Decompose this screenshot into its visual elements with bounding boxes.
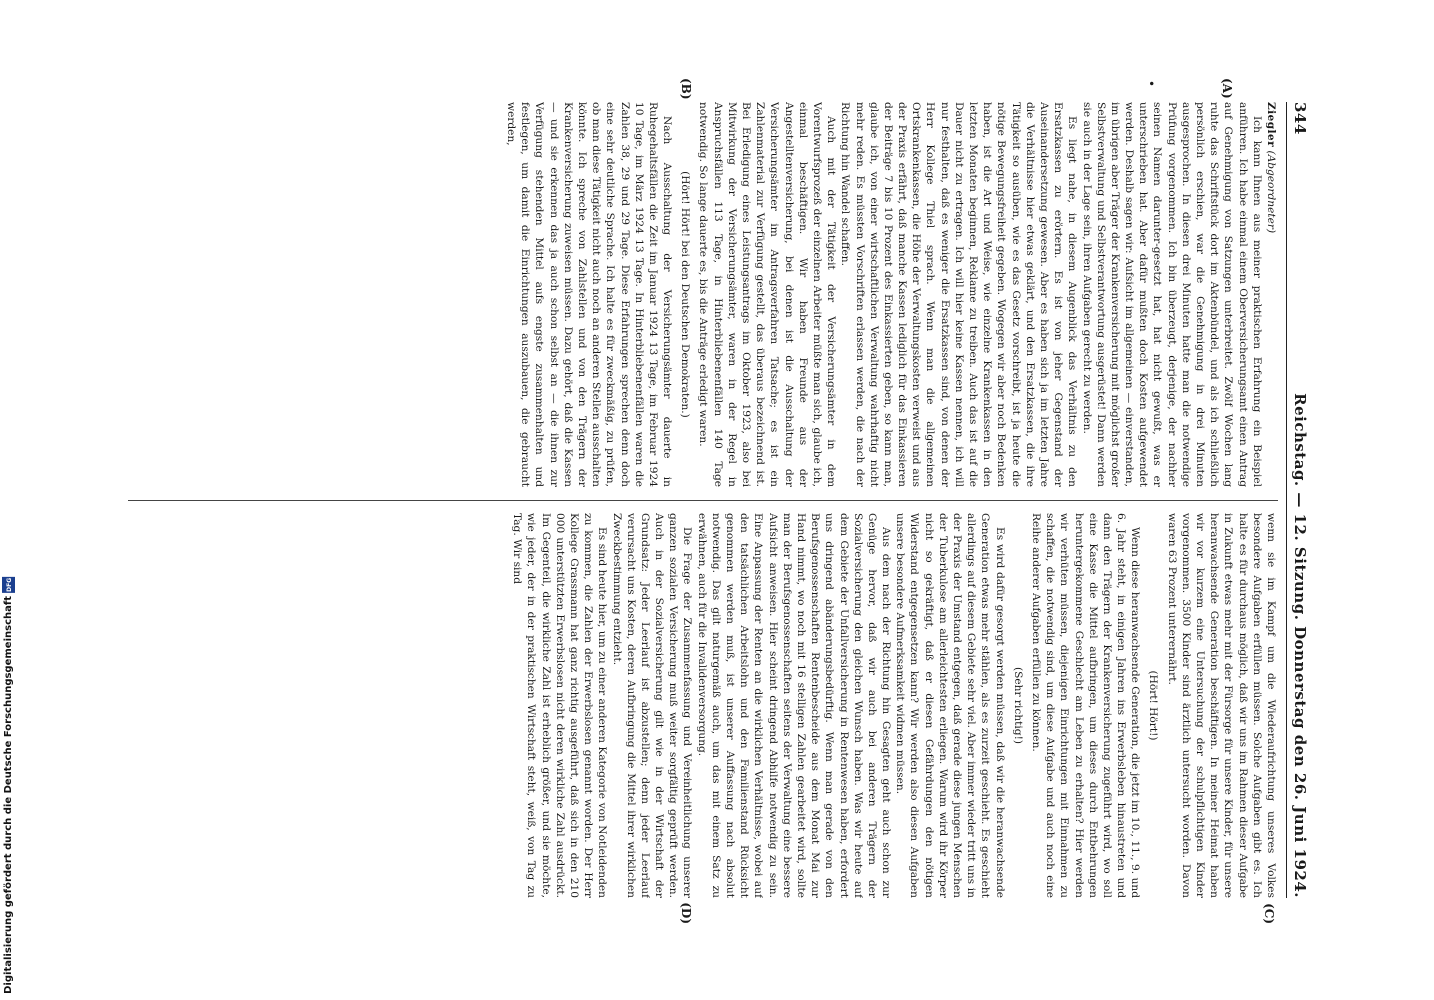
margin-marker-c: (C): [1262, 903, 1276, 924]
left-paragraph-1: Ich kann Ihnen aus meiner praktischen Erfahrung ein Beispiel anführen. Ich habe einmal einem Oberversicherungsamt einen Antrag auf Genehmigung von Satzungen unterbreitet. Zwölf Wochen lang ruhte das Schriftstück dort im Aktenbündel, und als ich schließlich persönlich erschien, war die Genehmigung in drei Minuten ausgesprochen. In diesen drei Minuten hatte man die notwendige Prüfung vorgenommen. Ich bin überzeugt, derjenige, der nachher seinen Namen darunter-gesetzt hat, hat nicht gewußt, was er unterschrieben hat. Aber dafür mußten doch Kosten aufgewendet werden. Deshalb sagen wir: Aufsicht im allgemeinen — einverstanden, im übrigen aber Träger der Krankenversicherung mit möglichst großer Selbstverwaltung und Selbstverantwortung ausgerüstet! Dann werden sie auch in der Lage sein, ihren Aufgaben gerecht zu werden.: [1080, 102, 1263, 487]
margin-dot: •: [1144, 80, 1158, 88]
text-columns: [128, 78, 1278, 924]
speaker-name: Ziegler: [1265, 102, 1277, 148]
margin-marker-b: (B): [679, 78, 693, 100]
left-interjection: (Hört! Hört! bei den Deutschen Demokraten.): [679, 171, 692, 418]
right-column: [128, 513, 1278, 898]
rotated-page: [107, 60, 1327, 940]
page-header: [1286, 102, 1309, 898]
digitization-credit: [2, 577, 15, 994]
left-paragraph-2: Es liegt nahe, in diesem Augenblick das Verhältnis zu den Ersatzkassen zu erörtern. Es ist von jeher Gegenstand der Auseinandersetzung gewesen. Aber es haben sich ja im letzten Jahre die Verhältnisse hier etwas geklärt, und den Ersatzkassen, die ihre Tätigkeit so ausüben, wie es das Gesetz vorschreibt, ist ja heute die nötige Bewegungsfreiheit gegeben. Wogegen wir aber noch Bedenken haben, ist die Art und Weise, wie einzelne Krankenkassen in den letzten Monaten beginnen, Reklame zu treiben. Auch das ist auf die Dauer nicht zu ertragen. Ich will hier keine Kassen nennen, ich will nur festhalten, daß es weniger die Ersatzkassen sind, von denen der Herr Kollege Thiel sprach. Wenn man die allgemeinen Ortskrankenkassen, die Höhe der Verwaltungskosten verweist und aus der Praxis erfährt, daß manche Kassen lediglich für das Einkassieren der Beiträge 7 bis 10 Prozent des Einkassierten geben, so kann man, glaube ich, von einer wirtschaftlichen Verwaltung wahrhaftig nicht mehr reden. Es müssten Vorschriften erlassen werden, die nach der Richtung hin Wandel schaffen.: [839, 102, 1079, 487]
page-number: 344: [1291, 102, 1309, 135]
right-paragraph-5: Die Frage der Zusammenfassung und Vereinheitlichung unserer ganzen sozialen Versicherung muß weiter sorgfältig geprüft werden. Auch in der Sozialversicherung gilt wie in der Wirtschaft der Grundsatz: Jeder Leerlauf ist abzustellen; denn jeder Leerlauf verursacht uns Kosten, deren Aufbringung die Mittel ihrer wirklichen Zweckbestimmung entzieht.: [610, 513, 694, 898]
margin-marker-a: (A): [1220, 78, 1234, 99]
running-title: Reichstag. — 12. Sitzung. Donnerstag den 26. Juni 1924.: [1291, 393, 1309, 898]
speaker-line: [1264, 102, 1278, 487]
right-paragraph-3: Es wird dafür gesorgt werden müssen, daß wir die heranwachsende Generation etwas mehr stählen, als es zurzeit geschieht. Es geschieht allerdings auf diesem Gebiete sehr viel. Aber immer wieder tritt uns in der Praxis der Umstand entgegen, daß gerade diese jungen Menschen der Tuberkulose am allerleichtesten erliegen. Warum wird ihr Körper nicht so gekräftigt, daß er diesen Gefährdungen den nötigen Widerstand entgegensetzen kann? Wir werden also diesen Aufgaben unsere besondere Aufmerksamkeit widmen müssen.: [894, 513, 1006, 898]
left-column: [128, 102, 1278, 487]
dfg-logo-icon: DFG: [2, 577, 15, 593]
right-interjection-1: (Hört! Hört!): [1147, 670, 1160, 741]
left-paragraph-3: Auch mit der Tätigkeit der Versicherungsämter in dem Vorentwurfsprozeß der einzelnen Arbeiter müßte man sich, glaube ich, einmal beschäftigen. Wir haben Freunde aus der Angestelltenversicherung, bei denen ist die Ausschaltung der Versicherungsämter im Antragsverfahren Tatsache; es ist ein Zahlenmaterial zur Verfügung gestellt, das überaus bezeichnend ist. Bei Erledigung eines Leistungsantrags im Oktober 1923, also bei Mitwirkung der Versicherungsämter, waren in der Regel in Anspruchsfällen 113 Tage, in Hinterbliebenenfällen 140 Tage notwendig. So lange dauerte es, bis die Anträge erledigt waren.: [697, 102, 838, 487]
right-interjection-2: (Sehr richtig!): [1011, 667, 1024, 744]
speaker-note: (Abgeordneter): [1265, 150, 1277, 234]
right-paragraph-4: Aus dem nach der Richtung hin Gesagten geht auch schon zur Genüge hervor, daß wir auch bei anderen Trägern der Sozialversicherung den gleichen Wunsch haben. Was wir heute auf dem Gebiete der Unfallversicherung in Rentenwesen haben, erfordert uns dringend abänderungsbedürftig. Wenn man gerade von den Berufsgenossenschaften Rentenbescheide aus dem Monat Mai zur Hand nimmt, wo noch mit 16 stelligen Zahlen gearbeitet wird, sollte man der Berufsgenossenschaften seitens der Verwaltung eine bessere Aufsicht anweisen. Hier scheint dringend Abhilfe notwendig zu sein. Eine Anpassung der Renten an die wirklichen Verhältnisse, wobei auf den tatsächlichen Arbeitslohn und den Familienstand Rücksicht genommen werden muß, ist unserer Auffassung nach absolut notwendig. Das gilt naturgemäß auch, um das mit einem Satz zu erwähnen, auch für die Invalidenversorgung.: [695, 513, 893, 898]
credit-text: Digitalisierung gefördert durch die Deutsche Forschungsgemeinschaft: [3, 596, 14, 994]
margin-marker-d: (D): [679, 902, 693, 924]
right-paragraph-1: wenn sie im Kampf um die Wiederaufrichtung unseres Volkes besondere Aufgaben erfüllen müssen. Solche Aufgaben gibt es. Ich halte es für durchaus möglich, daß wir uns im Rahmen dieser Aufgabe in Zukunft etwas mehr mit der Fürsorge für unsere Kinder, für unsere heranwachsende Generation beschäftigen. In meiner Heimat haben wir vor kurzem eine Untersuchung der schulpflichtigen Kinder vorgenommen. 3500 Kinder sind ärztlich untersucht worden. Davon waren 63 Prozent unterernährt.: [1165, 513, 1277, 898]
left-paragraph-4: Nach Ausschaltung der Versicherungsämter dauerte in Ruhegehaltsfällen die Zeit im Januar 1924 13 Tage, im Februar 1924 10 Tage, im März 1924 13 Tage. In Hinterbliebenenfällen waren die Zahlen 38, 29 und 29 Tage. Diese Erfahrungen sprechen denn doch eine sehr deutliche Sprache. Ich halte es für zweckmäßig, zu prüfen, ob man diese Tätigkeit nicht auch noch an anderen Stellen ausschalten könnte. Ich spreche von Zahlstellen und von den Trägern der Krankenversicherung zuweisen müssen. Dazu gehört, daß die Kassen — und sie erkennen das ja auch schon selbst an — die ihnen zur Verfügung stehenden Mittel aufs engste zusammenhalten und festlegen, um damit die Einrichtungen auszubauen, die gebraucht werden,: [505, 102, 674, 487]
right-paragraph-2: Wenn diese heranwachsende Generation, die jetzt im 10., 11., 9. und 6. Jahr steht, in einigen Jahren ins Erwerbsleben hinaustreten und dann den Trägern der Krankenversicherung zugeführt wird, wo soll eine Kasse die Mittel aufbringen, um dieses durch Entbehrungen heruntergekommene Geschlecht am Leben zu erhalten? Hier werden wir verhüten müssen, diejenigen Einrichtungen mit Einnahmen zu schaffen, die notwendig sind, um diese Aufgabe und auch noch eine Reihe anderer Aufgaben erfüllen zu können.: [1030, 513, 1142, 898]
right-paragraph-6: Es sind heute hier, um zu einer anderen Kategorie von Notleidenden zu kommen, die Zahlen der Erwerbslosen genannt worden. Der Herr Kollege Grassmann hat ganz richtig ausgeführt, daß sich in den 210 000 unterstützten Erwerbslosen nicht deren wirkliche Zahl ausdrückt. Im Gegenteil, die wirkliche Zahl ist erheblich größer, und sie möchte, wie jeder, der in der praktischen Wirtschaft steht, weiß, von Tag zu Tag. Wir sind: [511, 513, 609, 898]
